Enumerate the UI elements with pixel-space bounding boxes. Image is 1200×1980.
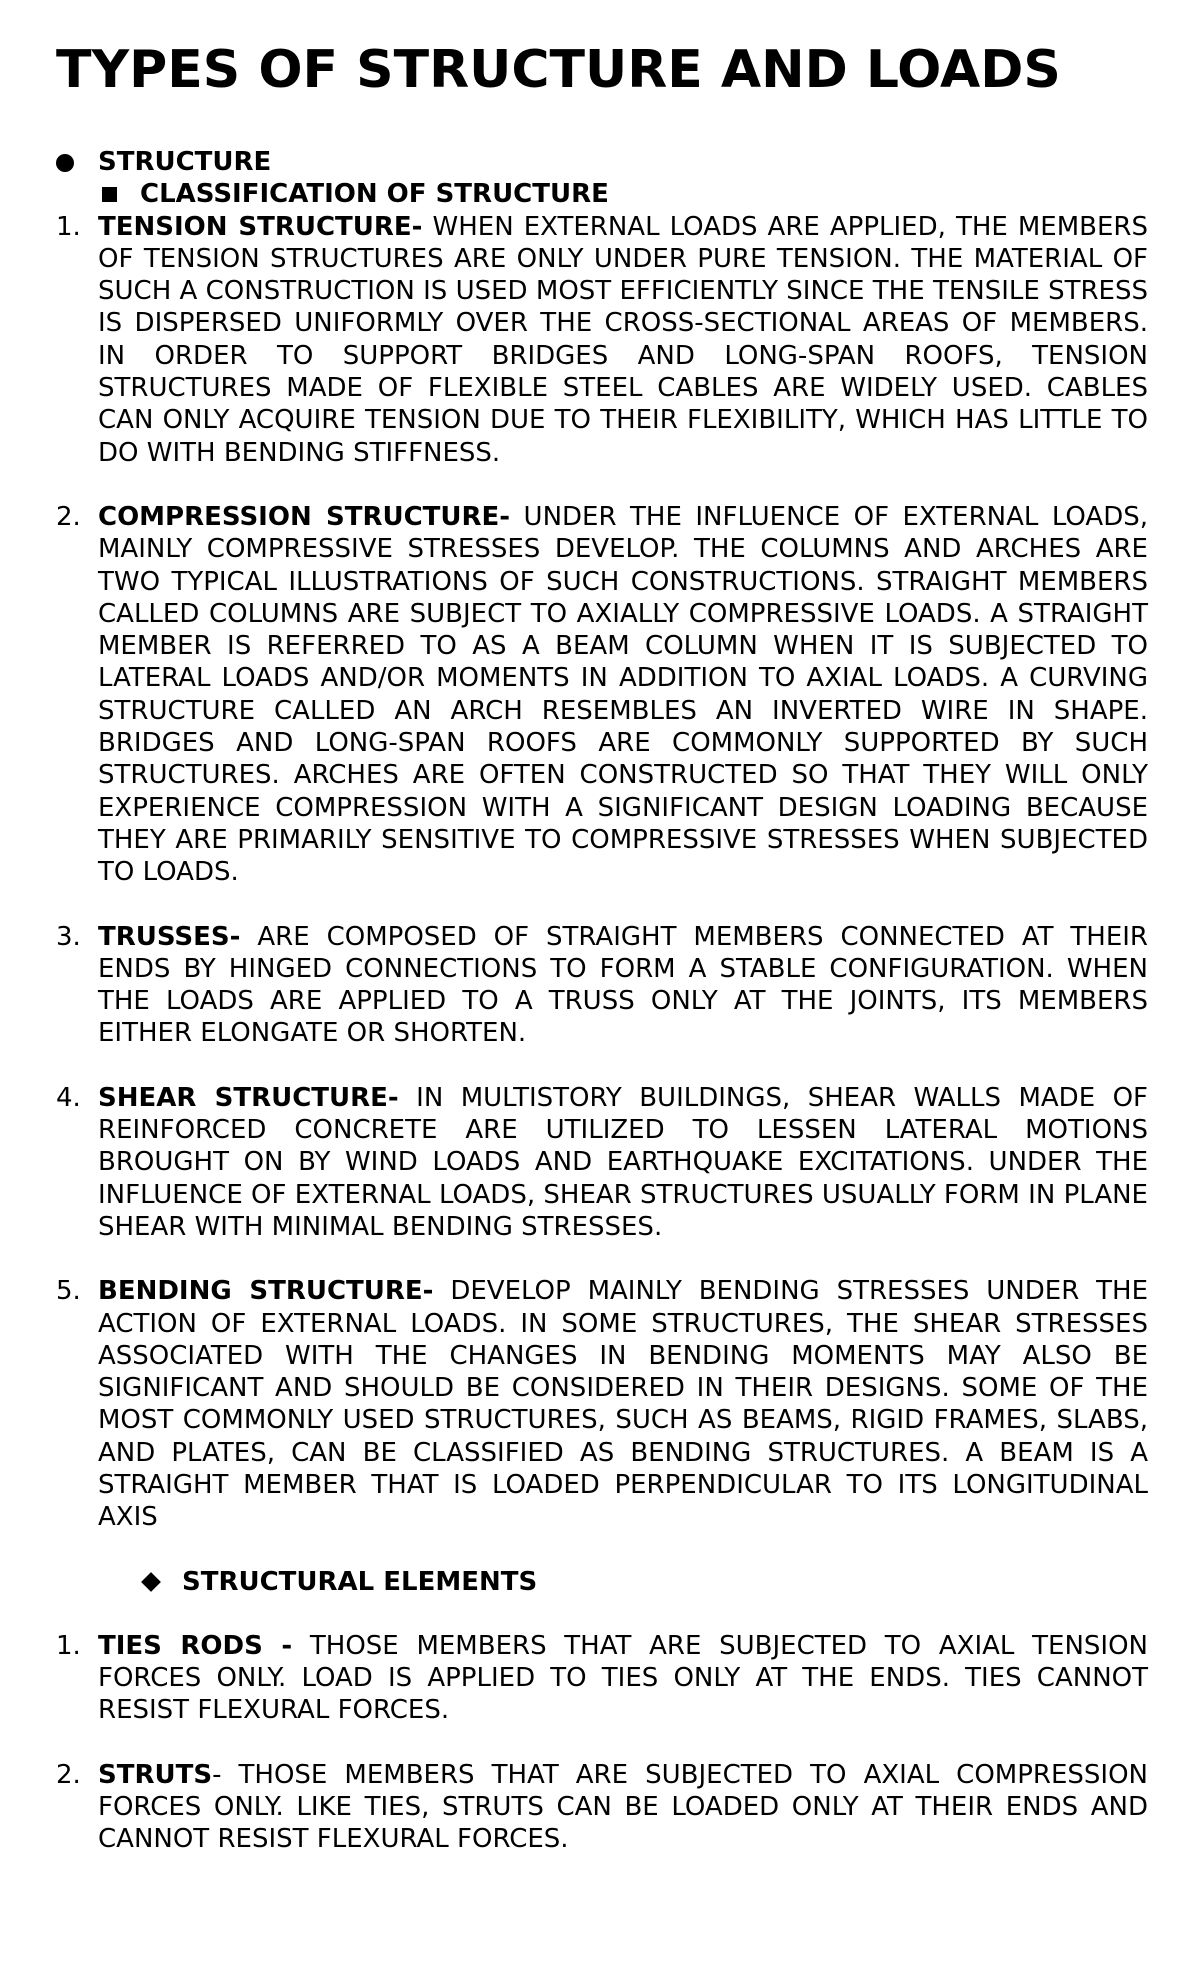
item-text: DEVELOP MAINLY BENDING STRESSES UNDER THE ACTION OF EXTERNAL LOADS. IN SOME STRUCTURES, THE SHEAR STRESSES ASSOCIATED WITH THE CHANGES IN BENDING MOMENTS MAY ALSO BE SIGNIFICANT AND SHOULD BE CONSIDERED IN THEIR DESIGNS. SOME OF THE MOST COMMONLY USED STRUCTURES, SUCH AS BEAMS, RIGID FRAMES, SLABS, AND PLATES, CAN BE CLASSIFIED AS BENDING STRUCTURES. A BEAM IS A STRAIGHT MEMBER THAT IS LOADED PERPENDICULAR TO ITS LONGITUDINAL AXIS bbox=[98, 1276, 1148, 1533]
list-item bbox=[56, 1082, 1148, 1243]
classification-list bbox=[56, 211, 1148, 1534]
item-number: 2. bbox=[56, 1759, 81, 1790]
item-text: WHEN EXTERNAL LOADS ARE APPLIED, THE MEMBERS OF TENSION STRUCTURES ARE ONLY UNDER PURE TENSION. THE MATERIAL OF SUCH A CONSTRUCTION IS USED MOST EFFICIENTLY SINCE THE TENSILE STRESS IS DISPERSED UNIFORMLY OVER THE CROSS-SECTIONAL AREAS OF MEMBERS. IN ORDER TO SUPPORT BRIDGES AND LONG-SPAN ROOFS, TENSION STRUCTURES MADE OF FLEXIBLE STEEL CABLES ARE WIDELY USED. CABLES CAN ONLY ACQUIRE TENSION DUE TO THEIR FLEXIBILITY, WHICH HAS LITTLE TO DO WITH BENDING STIFFNESS. bbox=[98, 211, 1148, 468]
item-number: 5. bbox=[56, 1276, 81, 1307]
item-number: 1. bbox=[56, 1630, 81, 1661]
item-text: THOSE MEMBERS THAT ARE SUBJECTED TO AXIAL TENSION FORCES ONLY. LOAD IS APPLIED TO TIES ONLY AT THE ENDS. TIES CANNOT RESIST FLEXURAL FORCES. bbox=[98, 1630, 1148, 1726]
elements-list bbox=[56, 1630, 1148, 1856]
item-term: BENDING STRUCTURE- bbox=[98, 1276, 434, 1307]
square-bullet-icon bbox=[102, 187, 117, 202]
list-item bbox=[56, 1759, 1148, 1856]
item-number: 3. bbox=[56, 921, 81, 952]
item-term: COMPRESSION STRUCTURE- bbox=[98, 501, 511, 532]
document-page bbox=[56, 40, 1148, 1856]
list-item bbox=[56, 1630, 1148, 1727]
section-heading-text: STRUCTURE bbox=[98, 147, 272, 177]
subsection-heading bbox=[56, 178, 1148, 210]
elements-heading-text: STRUCTURAL ELEMENTS bbox=[182, 1566, 538, 1597]
list-item bbox=[56, 921, 1148, 1050]
item-text: UNDER THE INFLUENCE OF EXTERNAL LOADS, MAINLY COMPRESSIVE STRESSES DEVELOP. THE COLUMNS AND ARCHES ARE TWO TYPICAL ILLUSTRATIONS OF SUCH CONSTRUCTIONS. STRAIGHT MEMBERS CALLED COLUMNS ARE SUBJECT TO AXIALLY COMPRESSIVE LOADS. A STRAIGHT MEMBER IS REFERRED TO AS A BEAM COLUMN WHEN IT IS SUBJECTED TO LATERAL LOADS AND/OR MOMENTS IN ADDITION TO AXIAL LOADS. A CURVING STRUCTURE CALLED AN ARCH RESEMBLES AN INVERTED WIRE IN SHAPE. BRIDGES AND LONG-SPAN ROOFS ARE COMMONLY SUPPORTED BY SUCH STRUCTURES. ARCHES ARE OFTEN CONSTRUCTED SO THAT THEY WILL ONLY EXPERIENCE COMPRESSION WITH A SIGNIFICANT DESIGN LOADING BECAUSE THEY ARE PRIMARILY SENSITIVE TO COMPRESSIVE STRESSES WHEN SUBJECTED TO LOADS. bbox=[98, 501, 1148, 888]
list-item bbox=[56, 501, 1148, 889]
item-text: - THOSE MEMBERS THAT ARE SUBJECTED TO AXIAL COMPRESSION FORCES ONLY. LIKE TIES, STRUTS CAN BE LOADED ONLY AT THEIR ENDS AND CANNOT RESIST FLEXURAL FORCES. bbox=[98, 1759, 1148, 1855]
item-term: STRUTS bbox=[98, 1759, 213, 1790]
subsection-heading-text: CLASSIFICATION OF STRUCTURE bbox=[140, 179, 609, 210]
circle-bullet-icon bbox=[56, 154, 74, 172]
item-text: IN MULTISTORY BUILDINGS, SHEAR WALLS MADE OF REINFORCED CONCRETE ARE UTILIZED TO LESSEN LATERAL MOTIONS BROUGHT ON BY WIND LOADS AND EARTHQUAKE EXCITATIONS. UNDER THE INFLUENCE OF EXTERNAL LOADS, SHEAR STRUCTURES USUALLY FORM IN PLANE SHEAR WITH MINIMAL BENDING STRESSES. bbox=[98, 1082, 1148, 1242]
item-number: 2. bbox=[56, 501, 81, 532]
item-number: 1. bbox=[56, 211, 81, 242]
list-item bbox=[56, 211, 1148, 469]
item-term: SHEAR STRUCTURE- bbox=[98, 1082, 399, 1113]
item-text: ARE COMPOSED OF STRAIGHT MEMBERS CONNECTED AT THEIR ENDS BY HINGED CONNECTIONS TO FORM A STABLE CONFIGURATION. WHEN THE LOADS ARE APPLIED TO A TRUSS ONLY AT THE JOINTS, ITS MEMBERS EITHER ELONGATE OR SHORTEN. bbox=[98, 921, 1148, 1049]
item-term: TIES RODS - bbox=[98, 1630, 293, 1661]
list-item bbox=[56, 1275, 1148, 1533]
item-number: 4. bbox=[56, 1082, 81, 1113]
elements-heading bbox=[56, 1566, 1148, 1598]
diamond-bullet-icon bbox=[141, 1572, 161, 1592]
section-heading bbox=[56, 146, 1148, 178]
page-title: TYPES OF STRUCTURE AND LOADS bbox=[56, 40, 1061, 100]
item-term: TENSION STRUCTURE- bbox=[98, 211, 423, 242]
item-term: TRUSSES- bbox=[98, 921, 241, 952]
